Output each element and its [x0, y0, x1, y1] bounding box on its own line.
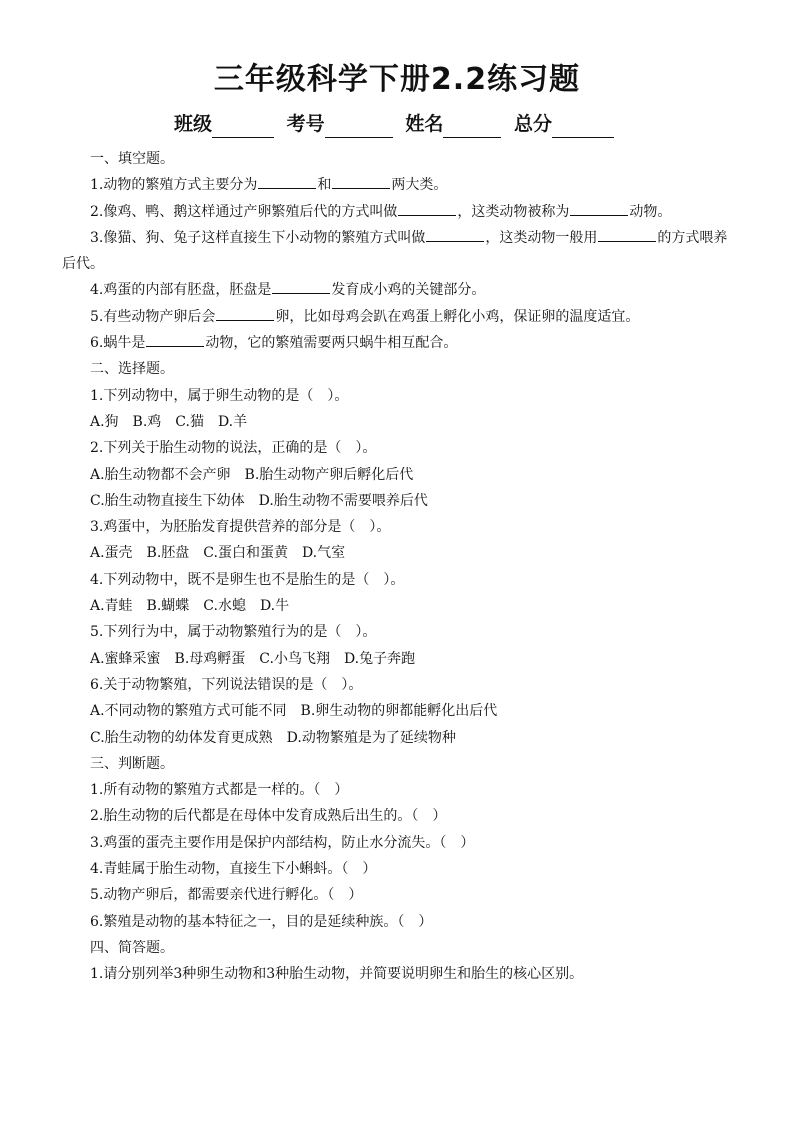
page-title: 三年级科学下册2.2练习题	[213, 62, 581, 97]
question-text: 1.动物的繁殖方式主要分为	[90, 177, 258, 194]
choice-question-1-stem: 1.下列动物中，属于卵生动物的是（ ）。	[90, 387, 349, 404]
choice-question-3-stem: 3.鸡蛋中，为胚胎发育提供营养的部分是（ ）。	[90, 519, 391, 536]
section-heading-judge: 三、判断题。	[90, 755, 174, 772]
choice-question-1-options: A.狗 B.鸡 C.猫 D.羊	[90, 413, 248, 430]
judge-question-1: 1.所有动物的繁殖方式都是一样的。（ ）	[90, 782, 349, 799]
choice-question-6-stem: 6.关于动物繁殖，下列说法错误的是（ ）。	[90, 676, 363, 693]
question-text: 4.鸡蛋的内部有胚盘，胚盘是	[90, 282, 272, 299]
question-text: 卵，比如母鸡会趴在鸡蛋上孵化小鸡，保证卵的温度适宜。	[275, 308, 640, 325]
worksheet-content	[62, 146, 738, 988]
choice-question-6-options-cd: C.胎生动物的幼体发育更成熟 D.动物繁殖是为了延续物种	[90, 729, 456, 746]
question-text: 5.有些动物产卵后会	[90, 308, 216, 325]
question-text: ，这类动物被称为	[457, 203, 570, 220]
judge-question-4: 4.青蛙属于胎生动物，直接生下小蝌蚪。（ ）	[90, 861, 377, 878]
class-blank[interactable]	[212, 115, 274, 138]
choice-question-6-options-ab: A.不同动物的繁殖方式可能不同 B.卵生动物的卵都能孵化出后代	[90, 703, 498, 720]
exam-no-label: 考号	[286, 113, 325, 135]
section-heading-short: 四、简答题。	[90, 939, 174, 956]
score-blank[interactable]	[552, 115, 614, 138]
choice-question-5-stem: 5.下列行为中，属于动物繁殖行为的是（ ）。	[90, 624, 377, 641]
choice-question-4-stem: 4.下列动物中，既不是卵生也不是胎生的是（ ）。	[90, 571, 405, 588]
answer-blank[interactable]	[272, 278, 330, 294]
fill-question-4	[62, 277, 738, 303]
question-text: 3.像猫、狗、兔子这样直接生下小动物的繁殖方式叫做	[90, 229, 426, 246]
section-heading-choice: 二、选择题。	[90, 361, 174, 378]
answer-blank[interactable]	[216, 305, 274, 321]
choice-question-2-options-cd: C.胎生动物直接生下幼体 D.胎生动物不需要喂养后代	[90, 492, 428, 509]
student-info-row	[0, 110, 794, 138]
question-text: 动物，它的繁殖需要两只蜗牛相互配合。	[205, 335, 458, 352]
question-text: ，这类动物一般用	[485, 229, 598, 246]
choice-question-4-options: A.青蛙 B.蝴蝶 C.水螅 D.牛	[90, 598, 290, 615]
answer-blank[interactable]	[258, 173, 316, 189]
answer-blank[interactable]	[426, 226, 484, 242]
score-label: 总分	[513, 113, 552, 135]
name-label: 姓名	[405, 113, 444, 135]
judge-question-6: 6.繁殖是动物的基本特征之一，目的是延续种族。（ ）	[90, 913, 433, 930]
short-question-1: 1.请分别列举3种卵生动物和3种胎生动物，并简要说明卵生和胎生的核心区别。	[90, 966, 584, 983]
class-label: 班级	[174, 113, 213, 135]
question-text: 和	[317, 177, 332, 194]
question-text: 发育成小鸡的关键部分。	[331, 282, 486, 299]
fill-question-5	[62, 304, 738, 330]
exam-no-blank[interactable]	[325, 115, 393, 138]
choice-question-2-options-ab: A.胎生动物都不会产卵 B.胎生动物产卵后孵化后代	[90, 466, 414, 483]
answer-blank[interactable]	[598, 226, 656, 242]
answer-blank[interactable]	[332, 173, 390, 189]
judge-question-3: 3.鸡蛋的蛋壳主要作用是保护内部结构，防止水分流失。（ ）	[90, 834, 475, 851]
judge-question-2: 2.胎生动物的后代都是在母体中发育成熟后出生的。（ ）	[90, 808, 447, 825]
choice-question-5-options: A.蜜蜂采蜜 B.母鸡孵蛋 C.小鸟飞翔 D.兔子奔跑	[90, 650, 416, 667]
answer-blank[interactable]	[570, 200, 628, 216]
question-text: 的方式喂养后代。	[62, 229, 728, 273]
name-blank[interactable]	[443, 115, 501, 138]
answer-blank[interactable]	[146, 331, 204, 347]
question-text: 动物。	[629, 203, 672, 220]
choice-question-3-options: A.蛋壳 B.胚盘 C.蛋白和蛋黄 D.气室	[90, 545, 346, 562]
section-heading-fill: 一、填空题。	[90, 151, 174, 167]
fill-question-1	[62, 172, 738, 198]
question-text: 两大类。	[391, 177, 448, 194]
answer-blank[interactable]	[398, 200, 456, 216]
question-text: 6.蜗牛是	[90, 335, 146, 352]
judge-question-5: 5.动物产卵后，都需要亲代进行孵化。（ ）	[90, 887, 363, 904]
fill-question-3	[62, 225, 738, 278]
choice-question-2-stem: 2.下列关于胎生动物的说法，正确的是（ ）。	[90, 440, 377, 457]
question-text: 2.像鸡、鸭、鹅这样通过产卵繁殖后代的方式叫做	[90, 203, 398, 220]
fill-question-6	[62, 330, 738, 356]
fill-question-2	[62, 199, 738, 225]
